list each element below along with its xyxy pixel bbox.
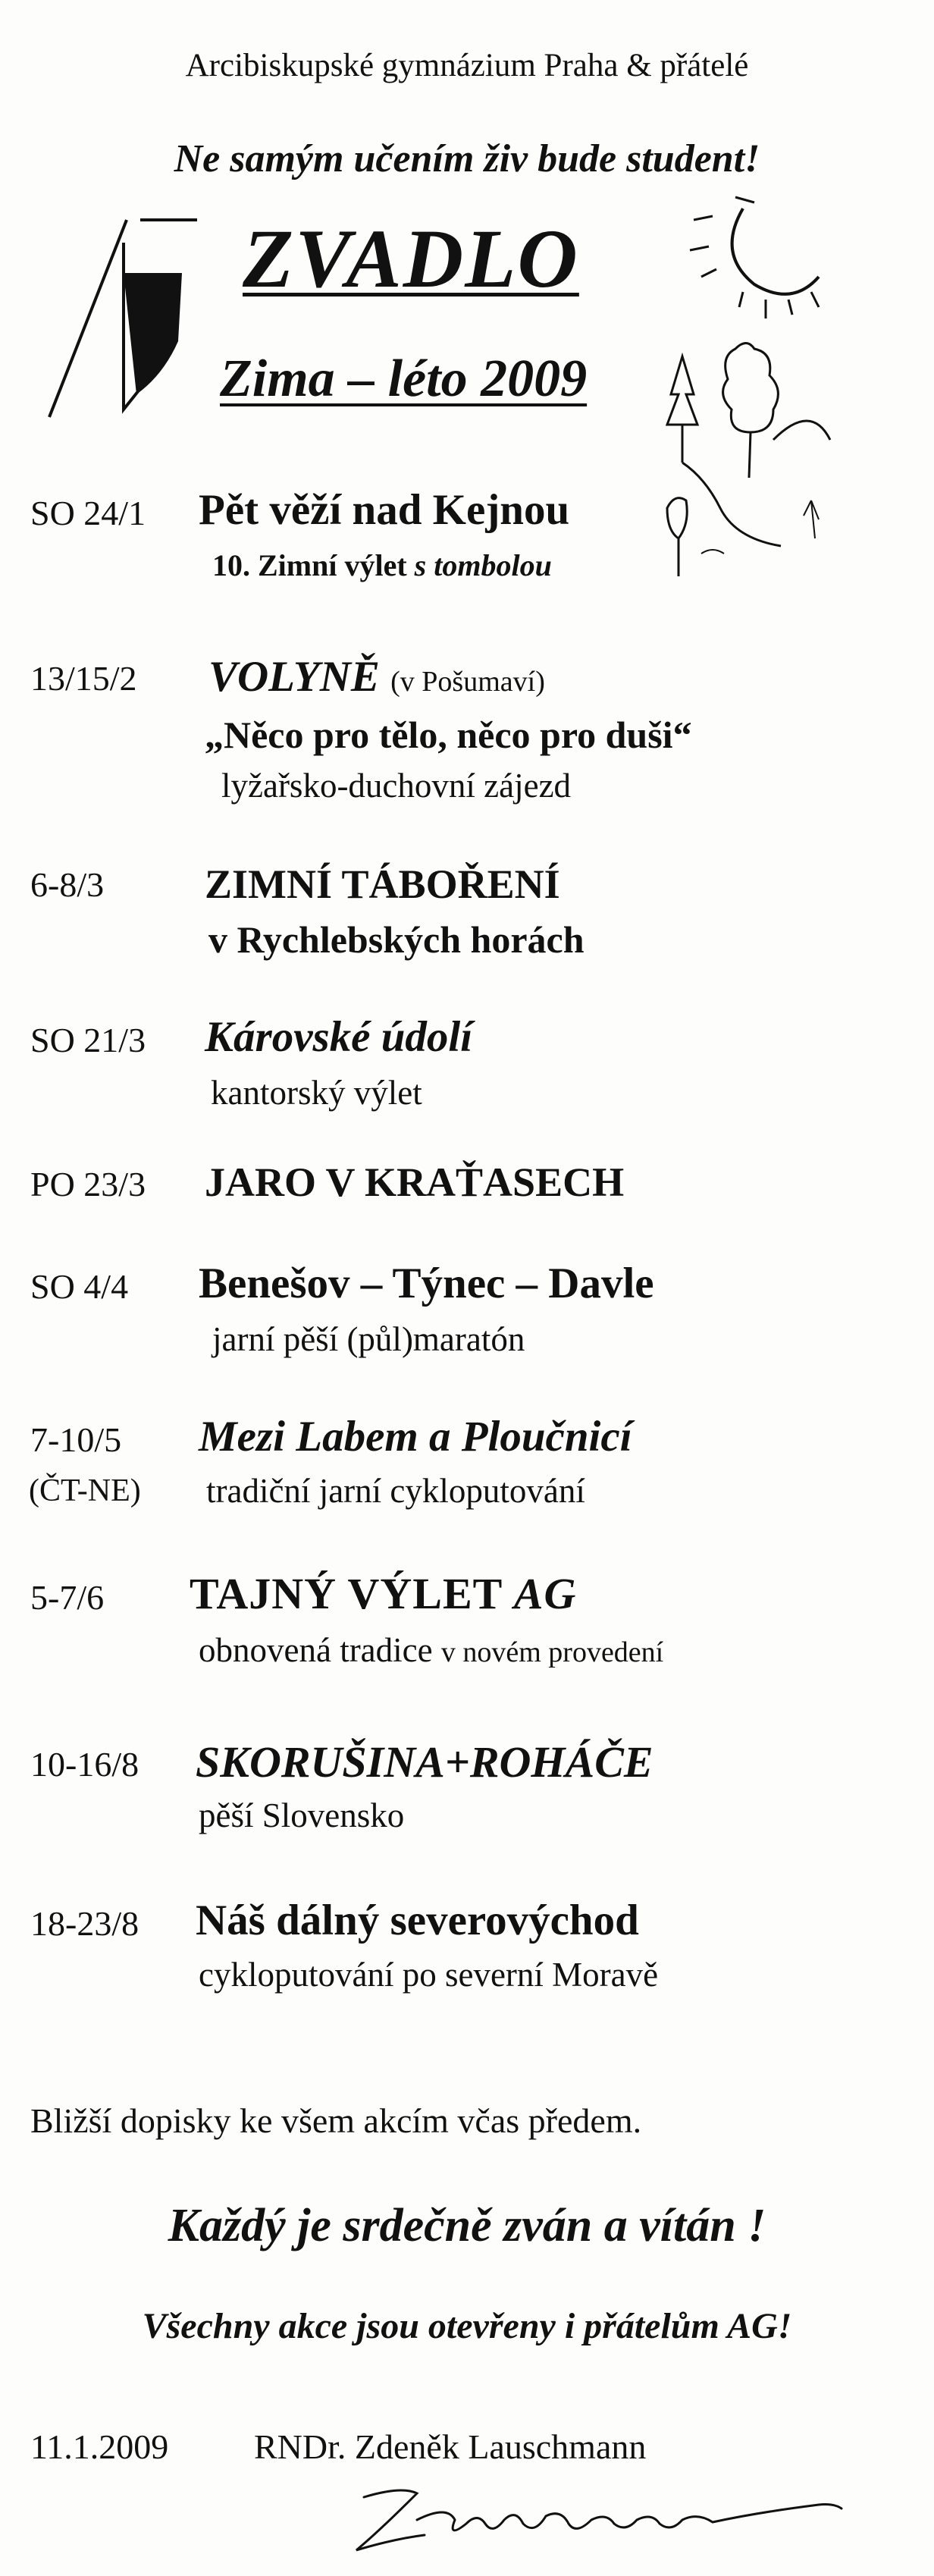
event-sub: lyžařsko-duchovní zájezd <box>221 767 572 805</box>
event-date-days: (ČT-NE) <box>29 1473 141 1508</box>
author-name: RNDr. Zdeněk Lauschmann <box>254 2427 647 2466</box>
event-name: TAJNÝ VÝLET AG <box>190 1569 577 1618</box>
event-name: Benešov – Týnec – Davle <box>199 1260 654 1307</box>
event-date: PO 23/3 <box>30 1165 146 1203</box>
welcome-text: Každý je srdečně zván a vítán ! <box>168 2200 766 2251</box>
event-sub: kantorský výlet <box>211 1074 422 1112</box>
event-sub: v Rychlebských horách <box>208 918 585 961</box>
event-sub: tradiční jarní cykloputování <box>206 1472 585 1510</box>
event-date: SO 21/3 <box>30 1021 146 1059</box>
event-sub: cykloputování po severní Moravě <box>199 1956 659 1994</box>
event-name: JARO V KRAŤASECH <box>205 1159 625 1205</box>
event-sub: jarní pěší (půl)maratón <box>212 1320 525 1358</box>
motto: Ne samým učením živ bude student! <box>174 137 760 180</box>
event-date: SO 4/4 <box>30 1267 129 1306</box>
event-date: 13/15/2 <box>30 659 137 698</box>
event-date: 5-7/6 <box>30 1578 105 1617</box>
event-date: 18-23/8 <box>30 1904 139 1943</box>
info-note: Bližší dopisky ke všem akcím včas předem. <box>30 2101 642 2140</box>
event-date: 10-16/8 <box>30 1745 139 1784</box>
page-title: ZVADLO <box>243 212 579 305</box>
event-name: Mezi Labem a Ploučnicí <box>199 1413 632 1461</box>
event-sub: obnovená tradice v novém provedení <box>199 1631 664 1669</box>
event-name: SKORUŠINA+ROHÁČE <box>196 1737 653 1787</box>
event-name: ZIMNÍ TÁBOŘENÍ <box>205 861 560 907</box>
sun-icon <box>686 193 838 322</box>
landscape-trees-icon <box>660 326 834 599</box>
event-name: Náš dálný severovýchod <box>196 1897 639 1944</box>
event-date: 6-8/3 <box>30 865 105 904</box>
event-name: VOLYNĚ (v Pošumaví) <box>208 653 545 701</box>
event-date: 7-10/5 <box>30 1420 122 1459</box>
document-date: 11.1.2009 <box>30 2427 169 2466</box>
event-name: Pět věží nad Kejnou <box>199 486 570 534</box>
ag-logo <box>42 212 201 440</box>
event-sub: „Něco pro tělo, něco pro duši“ <box>205 714 692 756</box>
handwritten-signature <box>334 2478 849 2562</box>
open-note: Všechny akce jsou otevřeny i přátelům AG! <box>142 2306 792 2346</box>
event-sub: 10. Zimní výlet s tombolou <box>212 548 552 582</box>
event-sub: pěší Slovensko <box>199 1796 405 1834</box>
event-date: SO 24/1 <box>30 494 146 532</box>
event-name: Károvské údolí <box>205 1013 473 1061</box>
season-title: Zima – léto 2009 <box>220 350 588 408</box>
organization-name: Arcibiskupské gymnázium Praha & přátelé <box>185 48 749 83</box>
